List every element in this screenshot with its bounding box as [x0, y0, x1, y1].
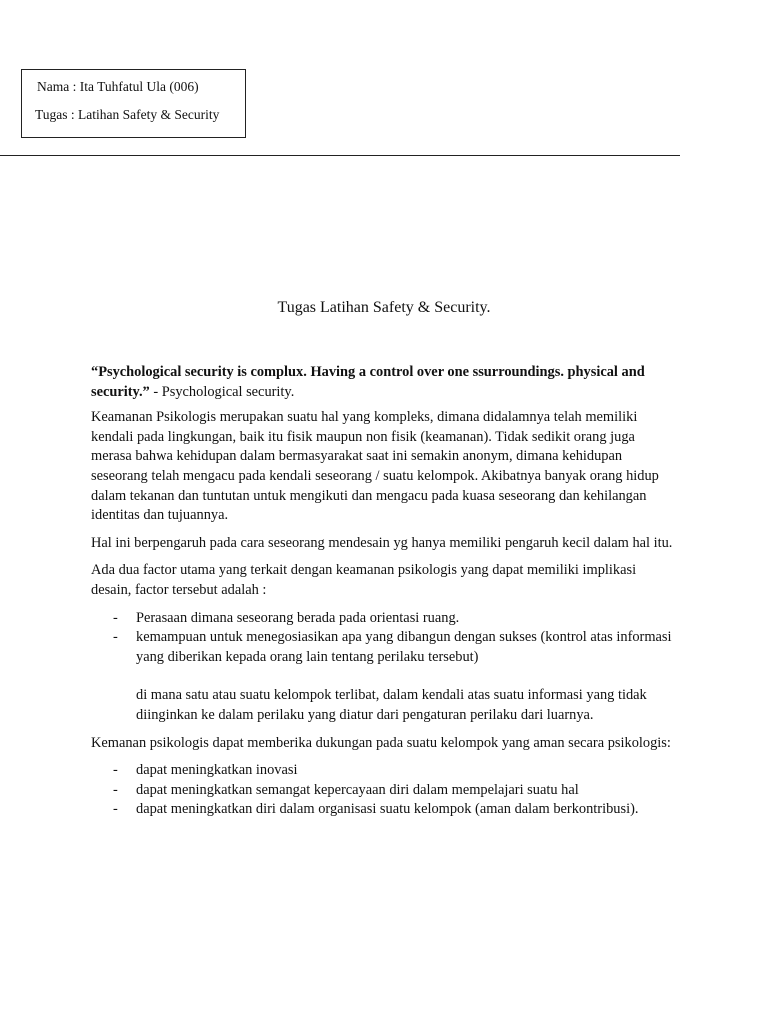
paragraph-factors-intro: Ada dua factor utama yang terkait dengan keamanan psikologis yang dapat memiliki implikasi desain, factor tersebut adalah :	[91, 562, 637, 598]
paragraph-psychological-security: Keamanan Psikologis merupakan suatu hal yang kompleks, dimana didalamnya telah memiliki kendali pada lingkungan, baik itu fisik maupun non fisik (keamanan). Tidak sedikit orang juga merasa bahwa kehidupan dalam bermasyarakat saat ini semakin anonym, dimana kehidupan seseorang telah mengacu pada kendali seseorang / suatu kelompok. Akibatnya banyak orang hidup dalam tekanan dan tuntutan untuk mengikuti dan mengacu pada kuasa seseorang dan kehilangan identitas dan tujuannya.	[91, 409, 659, 524]
quote-attribution: - Psychological security.	[149, 383, 295, 400]
factor-text: Perasaan dimana seseorang berada pada orientasi ruang.	[136, 609, 460, 626]
benefit-text: dapat meningkatkan inovasi	[136, 762, 298, 779]
benefit-text: dapat meningkatkan semangat kepercayaan diri dalam mempelajari suatu hal	[136, 781, 579, 798]
factor-note: di mana satu atau suatu kelompok terlibat, dalam kendali atas suatu informasi yang tidak diinginkan ke dalam perilaku yang diatur dari pengaturan perilaku dari luarnya.	[136, 687, 647, 723]
paragraph-support-intro: Kemanan psikologis dapat memberika dukungan pada suatu kelompok yang aman secara psikologis:	[91, 734, 671, 751]
factor-text: kemampuan untuk menegosiasikan apa yang dibangun dengan sukses (kontrol atas informasi yang diberikan kepada orang lain tentang perilaku tersebut)	[136, 629, 672, 665]
benefits-list	[91, 761, 679, 820]
bullet-dash: -	[113, 629, 118, 646]
bullet-dash: -	[113, 609, 118, 626]
header-divider	[0, 155, 680, 156]
list-item	[91, 781, 679, 801]
quote-text: “Psychological security is complux. Having a control over one ssurroundings. physical and security.”	[91, 364, 645, 400]
list-item	[91, 800, 679, 820]
bullet-dash: -	[113, 781, 118, 798]
list-item	[91, 628, 679, 725]
bullet-dash: -	[113, 801, 118, 818]
quote-paragraph	[91, 363, 679, 402]
list-item	[91, 609, 679, 629]
benefit-text: dapat meningkatkan diri dalam organisasi suatu kelompok (aman dalam berkontribusi).	[136, 801, 639, 818]
list-item	[91, 761, 679, 781]
document-body	[91, 363, 679, 828]
paragraph-design-influence: Hal ini berpengaruh pada cara seseorang mendesain yg hanya memiliki pengaruh kecil dalam hal itu.	[91, 534, 673, 551]
factors-list	[91, 609, 679, 726]
bullet-dash: -	[113, 762, 118, 779]
assignment-label: Tugas : Latihan Safety & Security	[35, 107, 220, 122]
student-info-box	[21, 69, 246, 138]
student-name: Nama : Ita Tuhfatul Ula (006)	[37, 79, 199, 94]
document-title: Tugas Latihan Safety & Security.	[277, 299, 491, 316]
